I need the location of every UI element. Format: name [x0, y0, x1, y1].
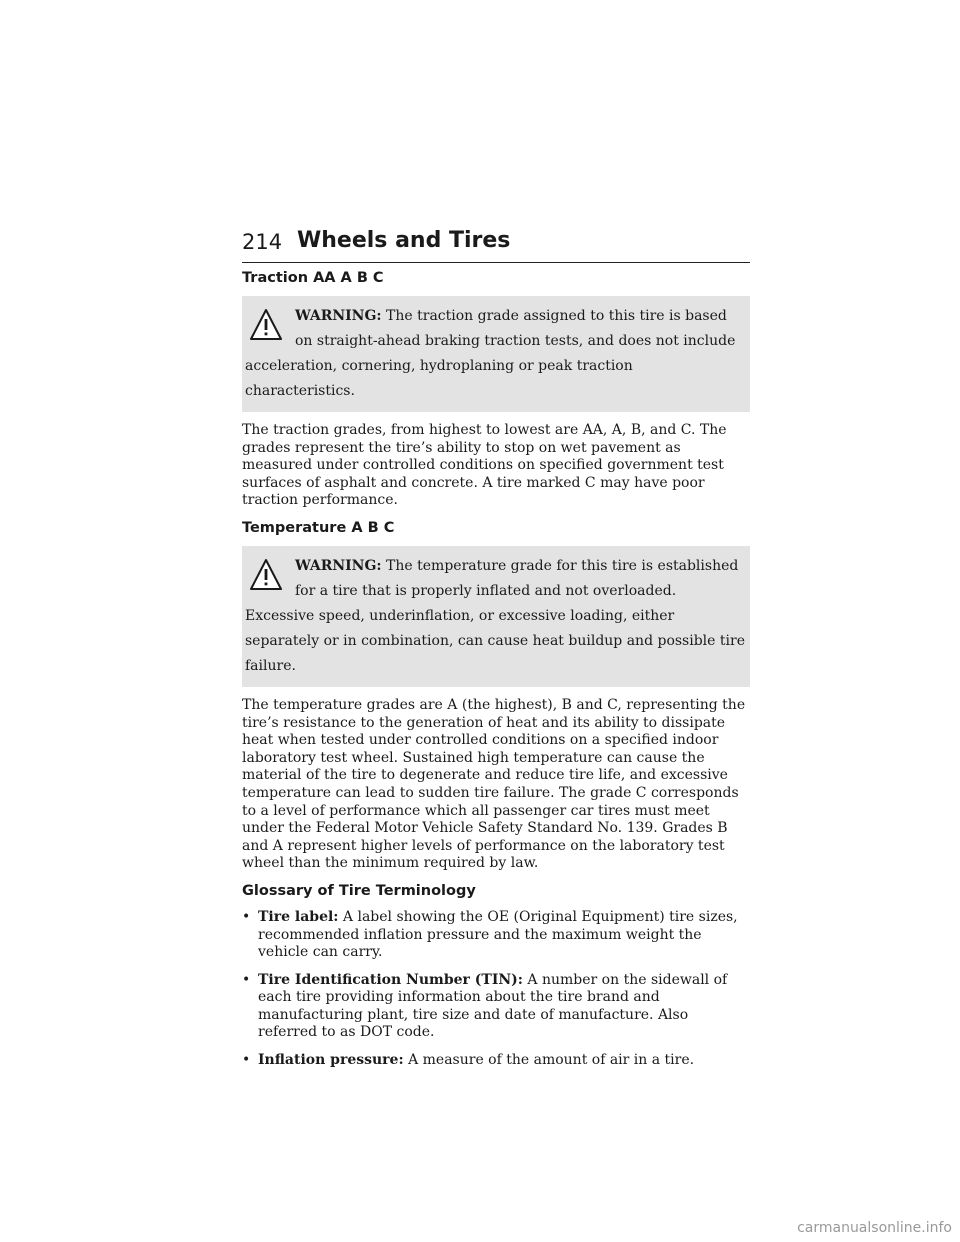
glossary-item	[242, 909, 750, 962]
traction-heading: Traction AA A B C	[242, 270, 384, 286]
glossary-definition: A number on the sidewall of each tire providing information about the tire brand and manufacturing plant, tire size and date of manufacture. Also referred to as DOT code.	[258, 971, 728, 1041]
temperature-heading: Temperature A B C	[242, 519, 395, 536]
bullet-icon: •	[242, 908, 251, 925]
page-number: 214	[242, 230, 283, 254]
warning-label: WARNING:	[295, 557, 382, 574]
warning-triangle-icon	[249, 308, 283, 342]
glossary-heading: Glossary of Tire Terminology	[242, 882, 476, 899]
glossary-item	[242, 1052, 750, 1070]
glossary-term: Tire Identification Number (TIN):	[258, 971, 523, 988]
page-content	[242, 270, 750, 1080]
glossary-term: Tire label:	[258, 908, 339, 925]
section-title: Wheels and Tires	[297, 228, 511, 253]
page-header	[242, 226, 750, 263]
warning-text: The traction grade assigned to this tire is based on straight-ahead braking traction tests, and does not include acceleration, cornering, hydroplaning or peak traction characteristics.	[245, 308, 736, 399]
glossary-term: Inflation pressure:	[258, 1052, 404, 1069]
traction-warning-box	[242, 296, 750, 412]
glossary-definition: A measure of the amount of air in a tire.	[408, 1052, 695, 1069]
temperature-warning-box	[242, 546, 750, 687]
warning-label: WARNING:	[295, 308, 382, 324]
glossary-item	[242, 972, 750, 1042]
bullet-icon: •	[242, 1052, 251, 1069]
glossary-definition: A label showing the OE (Original Equipment) tire sizes, recommended inflation pressure and the maximum weight the vehicle can carry.	[258, 908, 738, 961]
warning-triangle-icon	[249, 558, 283, 592]
watermark-link[interactable]: carmanualsonline.info	[797, 1220, 952, 1236]
warning-text: The temperature grade for this tire is established for a tire that is properly inflated and not overloaded. Excessive speed, underinflation, or excessive loading, either separately or in combination, can cause heat buildup and possible tire failure.	[245, 557, 745, 674]
traction-body: The traction grades, from highest to lowest are AA, A, B, and C. The grades represent the tire’s ability to stop on wet pavement as measured under controlled conditions on specified government test surfaces of asphalt and concrete. A tire marked C may have poor traction performance.	[242, 422, 727, 509]
bullet-icon: •	[242, 971, 251, 988]
temperature-body: The temperature grades are A (the highest), B and C, representing the tire’s resistance to the generation of heat and its ability to dissipate heat when tested under controlled conditions on a specified indoor laboratory test wheel. Sustained high temperature can cause the material of the tire to degenerate and reduce tire life, and excessive temperature can lead to sudden tire failure. The grade C corresponds to a level of performance which all passenger car tires must meet under the Federal Motor Vehicle Safety Standard No. 139. Grades B and A represent higher levels of performance on the laboratory test wheel than the minimum required by law.	[242, 696, 746, 872]
